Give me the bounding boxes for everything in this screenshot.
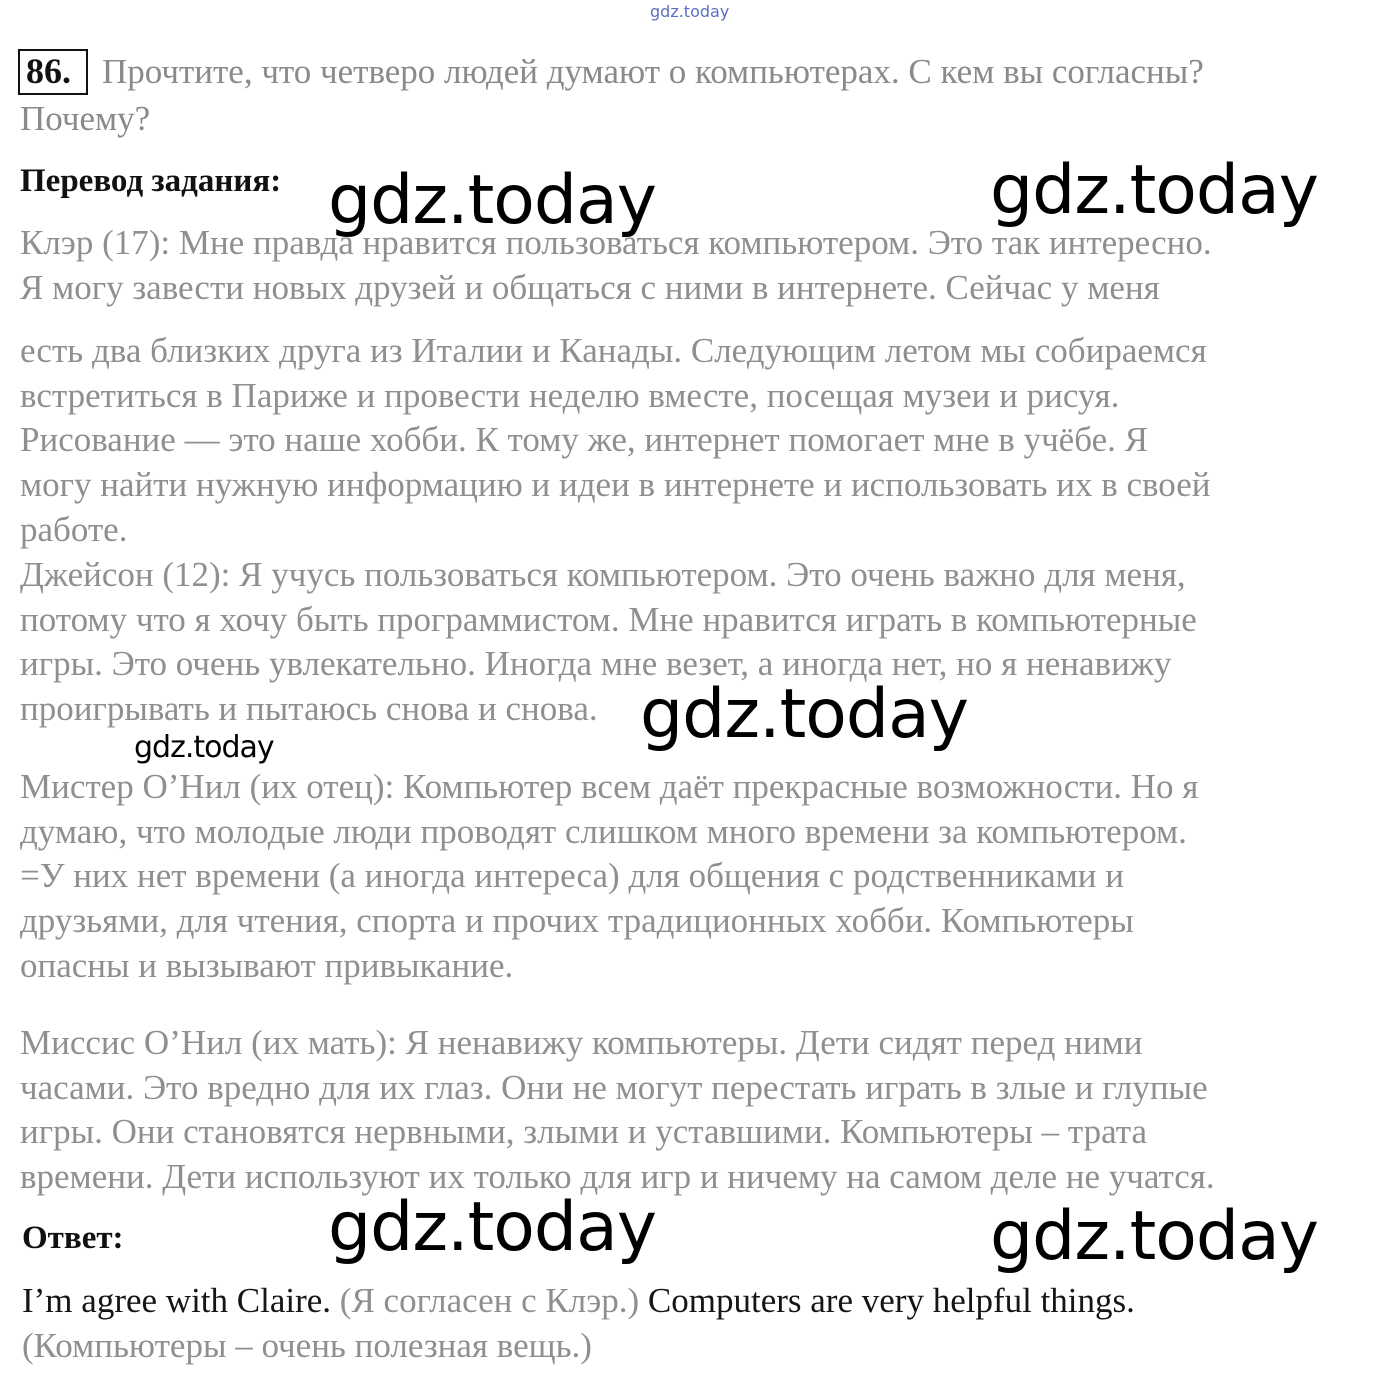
answer-russian-2: (Компьютеры – очень полезная вещь.) xyxy=(22,1326,592,1365)
text-line: игры. Это очень увлекательно. Иногда мне везет, а иногда нет, но я ненавижу xyxy=(20,644,1172,684)
task-text-line2: Почему? xyxy=(20,99,151,138)
text-line: могу найти нужную информацию и идеи в интернете и использовать их в своей xyxy=(20,465,1211,505)
text-line: потому что я хочу быть программистом. Мне нравится играть в компьютерные xyxy=(20,599,1197,639)
text-line: времени. Дети используют их только для игр и ничему на самом деле не учатся. xyxy=(20,1157,1215,1197)
watermark-5: gdz.today xyxy=(328,1188,656,1267)
text-line: опасны и вызывают привыкание. xyxy=(20,945,514,985)
text-line: Мистер О’Нил (их отец): Компьютер всем даёт прекрасные возможности. Но я xyxy=(20,767,1199,806)
watermark-6: gdz.today xyxy=(990,1197,1318,1276)
text-line: Миссис О’Нил (их мать): Я ненавижу компьютеры. Дети сидят перед ними xyxy=(20,1023,1143,1062)
translation-heading: Перевод задания: xyxy=(20,163,282,199)
text-line: проигрывать и пытаюсь снова и снова. xyxy=(20,689,598,729)
paragraph-mrs-oneil xyxy=(20,1021,1215,1200)
task-text-line1: Прочтите, что четверо людей думают о компьютерах. С кем вы согласны? xyxy=(102,52,1204,91)
watermark-3: gdz.today xyxy=(640,675,968,754)
answer-english-1: I’m agree with Claire. xyxy=(22,1281,332,1320)
text-line: думаю, что молодые люди проводят слишком много времени за компьютером. xyxy=(20,811,1187,851)
task-number: 86. xyxy=(18,49,88,95)
text-line: работе. xyxy=(20,509,128,549)
watermark-top: gdz.today xyxy=(650,2,730,21)
text-line: встретиться в Париже и провести неделю вместе, посещая музеи и рисуя. xyxy=(20,375,1120,415)
text-line: друзьями, для чтения, спорта и прочих традиционных хобби. Компьютеры xyxy=(20,901,1134,941)
watermark-2: gdz.today xyxy=(990,151,1318,230)
text-line: есть два близких друга из Италии и Канады. Следующим летом мы собираемся xyxy=(20,331,1207,370)
paragraph-mr-oneil xyxy=(20,765,1198,989)
answer-line1 xyxy=(22,1279,1135,1323)
text-line: Клэр (17): Мне правда нравится пользоваться компьютером. Это так интересно. xyxy=(20,223,1212,262)
text-line: =У них нет времени (а иногда интереса) для общения с родственниками и xyxy=(20,856,1125,896)
text-line: Джейсон (12): Я учусь пользоваться компьютером. Это очень важно для меня, xyxy=(20,555,1186,594)
text-line: Я могу завести новых друзей и общаться с ними в интернете. Сейчас у меня xyxy=(20,267,1160,307)
watermark-1: gdz.today xyxy=(328,161,656,240)
paragraph-claire-continued xyxy=(20,329,1211,553)
watermark-4: gdz.today xyxy=(134,730,274,765)
text-line: Рисование — это наше хобби. К тому же, интернет помогает мне в учёбе. Я xyxy=(20,420,1148,460)
answer-english-2: Computers are very helpful things. xyxy=(647,1281,1135,1320)
answer-line2 xyxy=(22,1324,592,1368)
answer-heading: Ответ: xyxy=(22,1220,124,1256)
paragraph-jason xyxy=(20,553,1197,732)
text-line: часами. Это вредно для их глаз. Они не могут перестать играть в злые и глупые xyxy=(20,1067,1208,1107)
text-line: игры. Они становятся нервными, злыми и уставшими. Компьютеры – трата xyxy=(20,1112,1148,1152)
answer-russian-1: (Я согласен с Клэр.) xyxy=(339,1281,640,1320)
